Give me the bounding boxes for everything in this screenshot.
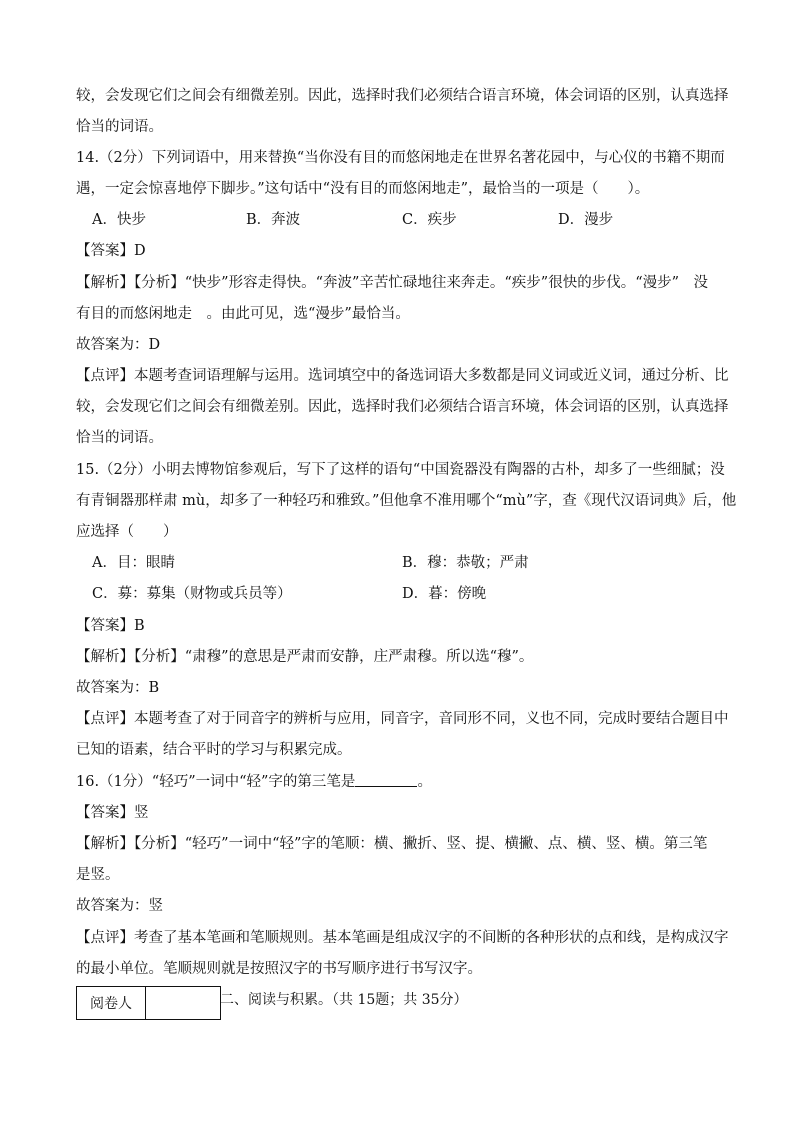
question-15-stem: 有青铜器那样肃 mù，却多了一种轻巧和雅致。”但他拿不准用哪个“mù”字，查《现代汉语词典》后，他 — [76, 493, 737, 509]
q15-option-d: D．暮：傍晚 — [402, 586, 487, 602]
answer-summary: 故答案为：竖 — [76, 898, 163, 914]
question-16-end: 。 — [417, 774, 432, 790]
analysis-line: 【解析】【分析】“轻巧”一词中“轻”字的笔顺：横、撇折、竖、提、横撇、点、横、竖、横。第三笔 — [76, 836, 708, 852]
analysis-line: 是竖。 — [76, 867, 120, 883]
question-16-stem — [76, 772, 432, 792]
reviewer-label: 阅卷人 — [77, 987, 146, 1020]
q15-option-a: A．目：眼睛 — [92, 555, 175, 571]
question-16-text: 16.（1分）“轻巧”一词中“轻”字的第三笔是 — [76, 774, 356, 790]
question-15-stem: 15.（2分）小明去博物馆参观后，写下了这样的语句“中国瓷器没有陶器的古朴，却多了一些细腻；没 — [76, 462, 725, 478]
answer-summary: 故答案为：D — [76, 337, 161, 353]
text-line: 较，会发现它们之间会有细微差别。因此，选择时我们必须结合语言环境，体会词语的区别，认真选择 — [76, 88, 729, 104]
q14-option-d: D．漫步 — [558, 212, 614, 228]
comment-line: 较，会发现它们之间会有细微差别。因此，选择时我们必须结合语言环境，体会词语的区别，认真选择 — [76, 399, 729, 415]
answer-summary: 故答案为：B — [76, 680, 160, 696]
analysis-line: 【解析】【分析】“肃穆”的意思是严肃而安静，庄严肃穆。所以选“穆”。 — [76, 649, 534, 665]
answer-line: 【答案】B — [76, 618, 145, 634]
comment-line: 的最小单位。笔顺规则就是按照汉字的书写顺序进行书写汉字。 — [76, 961, 482, 977]
comment-line: 恰当的词语。 — [76, 430, 163, 446]
analysis-line: 有目的而悠闲地走 。由此可见，选“漫步”最恰当。 — [76, 306, 410, 322]
q14-option-b: B．奔波 — [246, 212, 301, 228]
text-line: 恰当的词语。 — [76, 119, 163, 135]
question-14-stem: 遇，一定会惊喜地停下脚步。”这句话中“没有目的而悠闲地走”，最恰当的一项是（ ）。 — [76, 181, 650, 197]
question-14-stem: 14.（2分）下列词语中，用来替换“当你没有目的而悠闲地走在世界名著花园中，与心仪的书籍不期而 — [76, 150, 725, 166]
q14-option-a: A．快步 — [92, 212, 146, 228]
answer-line: 【答案】竖 — [76, 805, 149, 821]
section-title: 二、阅读与积累。（共 15题；共 35分） — [220, 992, 468, 1008]
question-15-stem: 应选择（ ） — [76, 524, 178, 540]
q15-option-b: B．穆：恭敬；严肃 — [402, 555, 529, 571]
comment-line: 【点评】考查了基本笔画和笔顺规则。基本笔画是组成汉字的不间断的各种形状的点和线，是构成汉字 — [76, 930, 729, 946]
answer-line: 【答案】D — [76, 243, 146, 259]
comment-line: 【点评】本题考查了对于同音字的辨析与应用，同音字，音同形不同，义也不同，完成时要结合题目中 — [76, 711, 729, 727]
q14-option-c: C．疾步 — [402, 212, 457, 228]
answer-blank — [355, 772, 417, 787]
comment-line: 【点评】本题考查词语理解与运用。选词填空中的备选词语大多数都是同义词或近义词，通过分析、比 — [76, 368, 729, 384]
analysis-line: 【解析】【分析】“快步”形容走得快。“奔波”辛苦忙碌地往来奔走。“疾步”很快的步伐。“漫步” 没 — [76, 275, 709, 291]
score-table — [76, 986, 221, 1020]
comment-line: 已知的语素，结合平时的学习与积累完成。 — [76, 742, 352, 758]
q15-option-c: C．募：募集（财物或兵员等） — [92, 586, 292, 602]
score-cell — [146, 987, 221, 1020]
